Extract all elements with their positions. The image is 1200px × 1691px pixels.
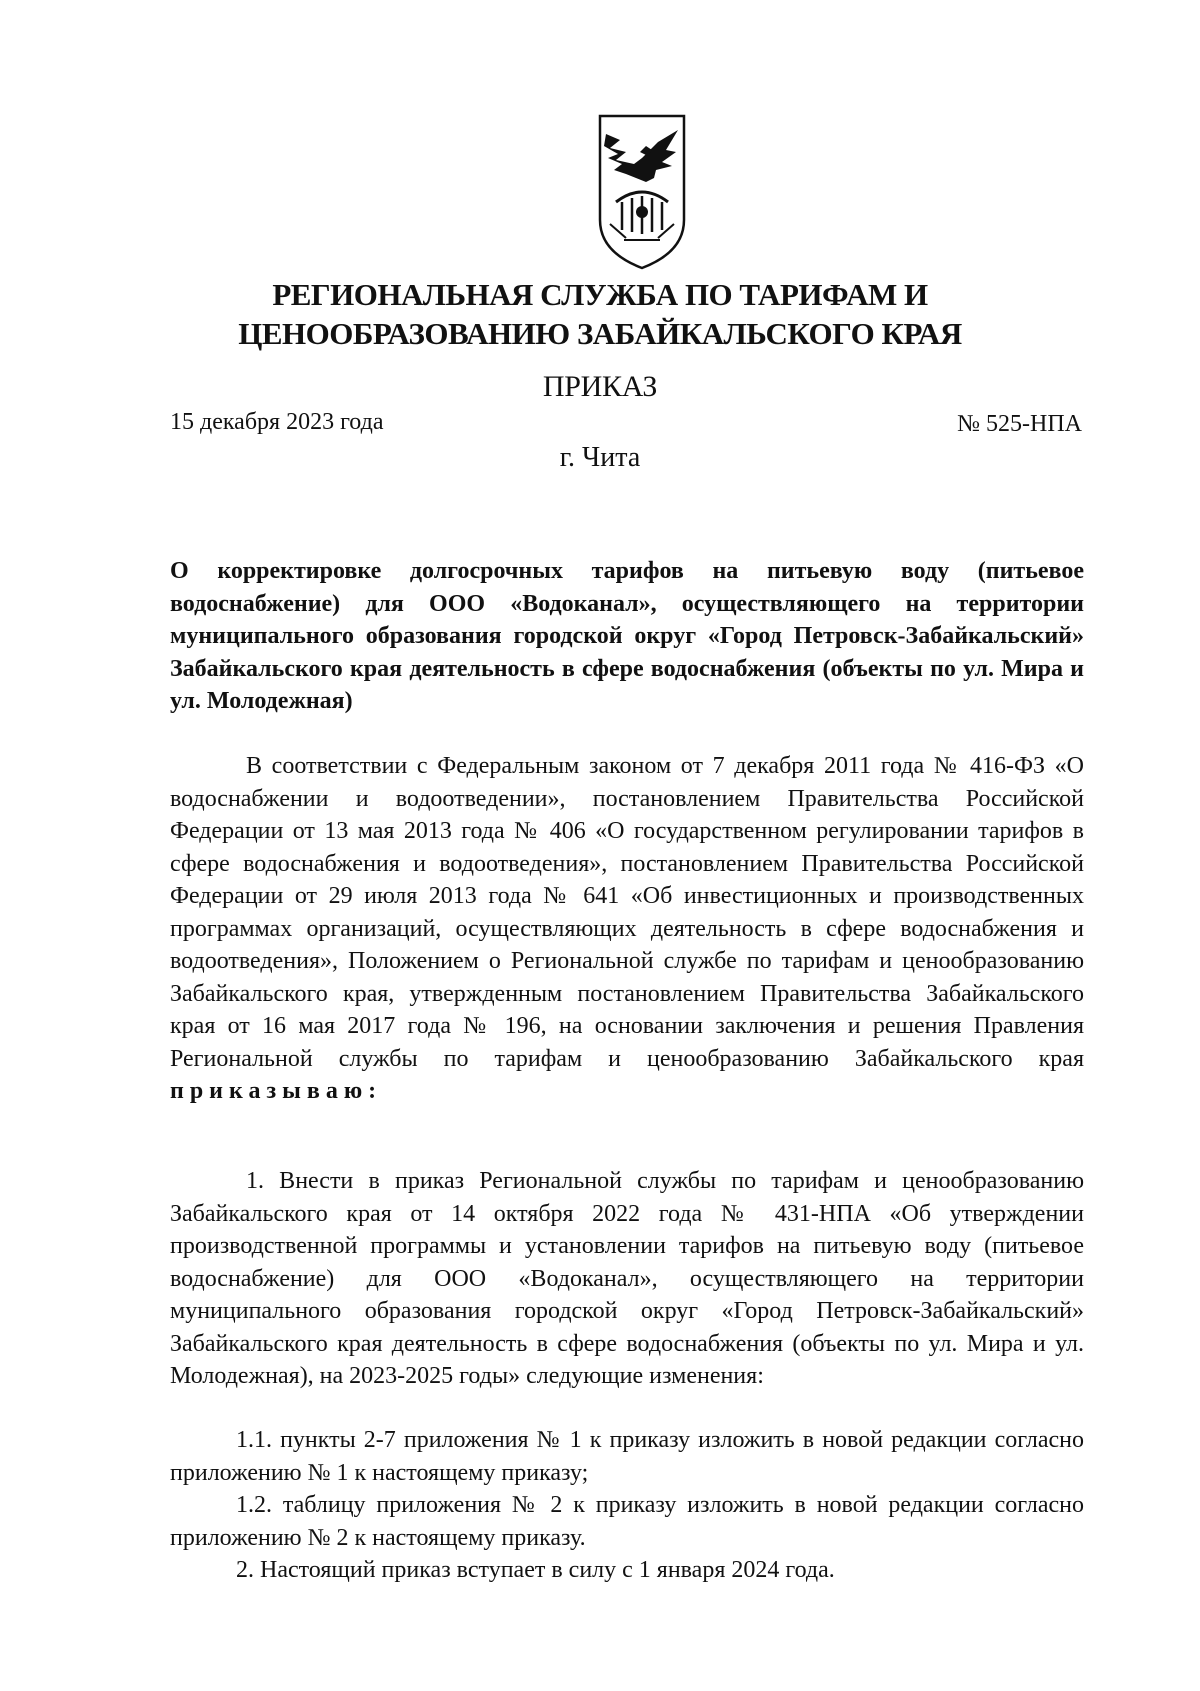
preamble-text: В соответствии с Федеральным законом от 7 декабря 2011 года № 416-ФЗ «О водоснабжении и водоотведении», постановлением Правительства Российской Федерации от 13 мая 2013 года № 406 «О государственном регулировании тарифов в сфере водоснабжения и водоотведения», постановлением Правительства Российской Федерации от 29 июля 2013 года № 641 «Об инвестиционных и производственных программах организаций, осуществляющих деятельность в сфере водоснабжения и водоотведения», Положением о Региональной службе по тарифам и ценообразованию Забайкальского края, утвержденным постановлением Правительства Забайкальского края от 16 мая 2017 года № 196, на основании заключения и решения Правления Региональной службы по тарифам и ценообразованию Забайкальского края — [170, 753, 1084, 1072]
document-number: № 525-НПА — [957, 411, 1082, 437]
organization-title-line-2: ЦЕНООБРАЗОВАНИЮ ЗАБАЙКАЛЬСКОГО КРАЯ — [238, 316, 962, 351]
document-date: 15 декабря 2023 года — [170, 409, 384, 435]
item-1-1-paragraph: 1.1. пункты 2-7 приложения № 1 к приказу изложить в новой редакции согласно приложению № 1 к настоящему приказу; — [170, 1427, 1084, 1486]
item-1-2-paragraph: 1.2. таблицу приложения № 2 к приказу изложить в новой редакции согласно приложению № 2 к настоящему приказу. — [170, 1492, 1084, 1551]
decree-word: приказываю: — [170, 1078, 383, 1104]
item-1-paragraph: 1. Внести в приказ Региональной службы по тарифам и ценообразованию Забайкальского края от 14 октября 2022 года № 431-НПА «Об утверждении производственной программы и установлении тарифов на питьевую воду (питьевое водоснабжение) для ООО «Водоканал», осуществляющего на территории муниципального образования городской округ «Город Петровск-Забайкальский» Забайкальского края деятельность в сфере водоснабжения (объекты по ул. Мира и ул. Молодежная), на 2023-2025 годы» следующие изменения: — [170, 1168, 1084, 1389]
document-subject: О корректировке долгосрочных тарифов на питьевую воду (питьевое водоснабжение) для ООО «Водоканал», осуществляющего на территории муниципального образования городской округ «Город Петровск-Забайкальский» Забайкальского края деятельность в сфере водоснабжения (объекты по ул. Мира и ул. Молодежная) — [170, 558, 1084, 714]
coat-of-arms-icon — [596, 112, 688, 272]
preamble-paragraph — [170, 750, 1084, 1108]
item-2-paragraph: 2. Настоящий приказ вступает в силу с 1 января 2024 года. — [236, 1557, 835, 1583]
document-city: г. Чита — [559, 442, 641, 473]
organization-title-line-1: РЕГИОНАЛЬНАЯ СЛУЖБА ПО ТАРИФАМ И — [272, 277, 928, 312]
document-type: ПРИКАЗ — [542, 370, 658, 403]
